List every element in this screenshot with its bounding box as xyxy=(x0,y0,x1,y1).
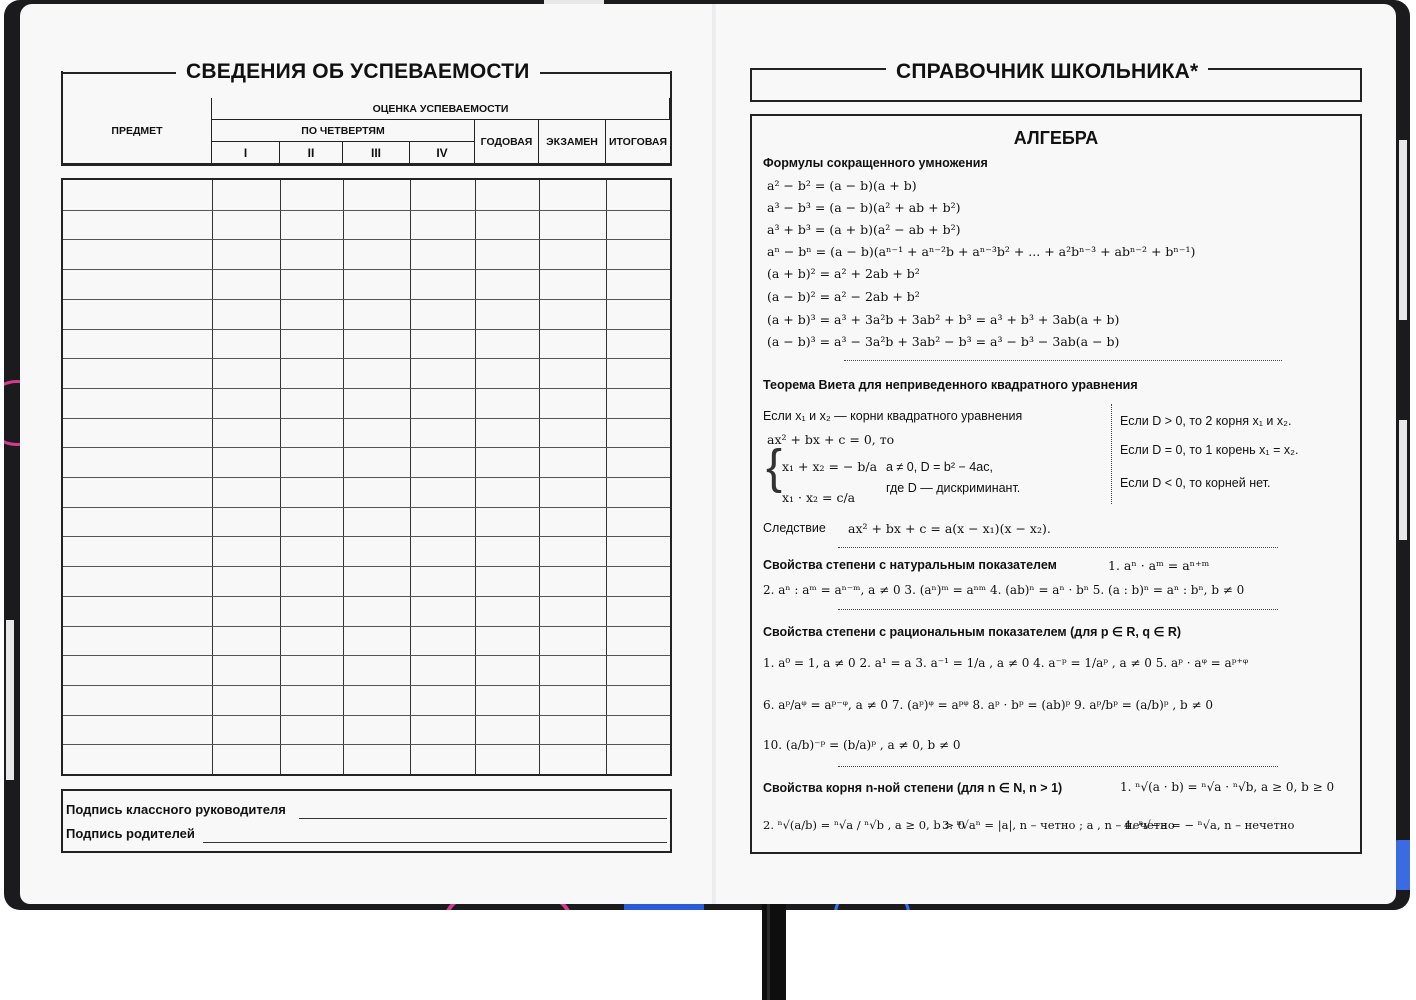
section-title: Свойства корня n-ной степени (для n ∈ N, n > 1) xyxy=(763,781,1063,795)
table-row xyxy=(63,685,670,686)
page-title: СПРАВОЧНИК ШКОЛЬНИКА* xyxy=(886,60,1208,84)
formula: (a + b)² = a² + 2ab + b² xyxy=(767,266,920,281)
table-row xyxy=(63,715,670,716)
divider xyxy=(838,609,1278,610)
vieta-equation: ax² + bx + c = 0, то xyxy=(767,432,895,447)
cover-pattern xyxy=(1399,140,1407,320)
table-row xyxy=(63,299,670,300)
final-header: ИТОГОВАЯ xyxy=(606,120,670,164)
teacher-signature-line[interactable] xyxy=(299,818,667,819)
table-row xyxy=(63,239,670,240)
rational-properties: 6. aᵖ/aᵠ = aᵖ⁻ᵠ, a ≠ 0 7. (aᵖ)ᵠ = aᵖᵠ 8. aᵖ · bᵖ = (ab)ᵖ 9. aᵖ/bᵖ = (a/b)ᵖ , b ≠ 0 xyxy=(763,698,1214,712)
cover-pattern xyxy=(1399,420,1407,540)
formula: a³ − b³ = (a − b)(a² + ab + b²) xyxy=(767,200,961,215)
formula: a³ + b³ = (a + b)(a² − ab + b²) xyxy=(767,222,961,237)
table-row xyxy=(63,536,670,537)
table-row xyxy=(63,210,670,211)
vieta-text: Если x₁ и x₂ — корни квадратного уравнения xyxy=(763,409,1023,423)
grades-header-table xyxy=(61,71,672,166)
cover-pattern xyxy=(6,620,14,780)
teacher-signature-label: Подпись классного руководителя xyxy=(66,802,286,817)
vieta-condition: a ≠ 0, D = b² − 4ac, xyxy=(886,460,993,474)
quarters-header: ПО ЧЕТВЕРТЯМ xyxy=(212,120,475,142)
table-row xyxy=(63,418,670,419)
table-row xyxy=(63,626,670,627)
table-row xyxy=(63,329,670,330)
table-row xyxy=(63,655,670,656)
corollary-formula: ax² + bx + c = a(x − x₁)(x − x₂). xyxy=(848,521,1051,536)
subject-title: АЛГЕБРА xyxy=(1013,128,1099,148)
cover-pattern xyxy=(1394,840,1410,890)
table-row xyxy=(63,447,670,448)
root-property: 1. ⁿ√(a · b) = ⁿ√a · ⁿ√b, a ≥ 0, b ≥ 0 xyxy=(1120,780,1335,794)
annual-header: ГОДОВАЯ xyxy=(475,120,539,164)
reference-frame xyxy=(750,114,1362,854)
power-property: 1. aⁿ · aᵐ = aⁿ⁺ᵐ xyxy=(1108,558,1210,573)
table-row xyxy=(63,477,670,478)
section-title: Формулы сокращенного умножения xyxy=(763,156,988,170)
formula: aⁿ − bⁿ = (a − b)(aⁿ⁻¹ + aⁿ⁻²b + aⁿ⁻³b² + ... + a²bⁿ⁻³ + abⁿ⁻² + bⁿ⁻¹) xyxy=(767,244,1196,259)
table-row xyxy=(63,566,670,567)
grades-table xyxy=(61,178,672,776)
vieta-condition: где D — дискриминант. xyxy=(886,481,1021,495)
grade-header: ОЦЕНКА УСПЕВАЕМОСТИ xyxy=(212,98,670,120)
left-page xyxy=(20,4,716,904)
page-title: СВЕДЕНИЯ ОБ УСПЕВАЕМОСТИ xyxy=(176,60,540,84)
section-title: Теорема Виета для неприведенного квадратного уравнения xyxy=(763,378,1138,392)
table-row xyxy=(63,596,670,597)
vieta-sum: x₁ + x₂ = − b/a xyxy=(782,459,878,474)
right-page xyxy=(716,4,1396,904)
subject-header: ПРЕДМЕТ xyxy=(63,98,212,164)
divider xyxy=(838,547,1278,548)
quarter-4-header: IV xyxy=(410,142,475,164)
parents-signature-line[interactable] xyxy=(203,842,667,843)
section-title: Свойства степени с натуральным показателем xyxy=(763,558,1057,572)
formula: a² − b² = (a − b)(a + b) xyxy=(767,178,917,193)
section-title: Свойства степени с рациональным показателем (для p ∈ R, q ∈ R) xyxy=(763,625,1182,639)
rational-properties: 10. (a/b)⁻ᵖ = (b/a)ᵖ , a ≠ 0, b ≠ 0 xyxy=(763,738,961,752)
signature-box xyxy=(61,789,672,853)
root-property: 4. ⁿ√−a = − ⁿ√a, n – нечетно xyxy=(1124,818,1295,832)
divider xyxy=(1111,404,1112,504)
root-property: 3. ⁿ√aⁿ = |a|, n – четно ; a , n – нечетно xyxy=(942,818,1175,832)
formula: (a + b)³ = a³ + 3a²b + 3ab² + b³ = a³ + b³ + 3ab(a + b) xyxy=(767,312,1120,327)
divider xyxy=(838,766,1278,767)
table-row xyxy=(63,507,670,508)
formula: (a − b)³ = a³ − 3a²b + 3ab² − b³ = a³ − b³ − 3ab(a − b) xyxy=(767,334,1120,349)
root-property: 2. ⁿ√(a/b) = ⁿ√a / ⁿ√b , a ≥ 0, b > 0 xyxy=(763,818,965,832)
formula: (a − b)² = a² − 2ab + b² xyxy=(767,289,920,304)
table-row xyxy=(63,744,670,745)
vieta-product: x₁ · x₂ = c/a xyxy=(782,490,856,505)
table-row xyxy=(63,388,670,389)
quarter-1-header: I xyxy=(212,142,280,164)
parents-signature-label: Подпись родителей xyxy=(66,826,195,841)
exam-header: ЭКЗАМЕН xyxy=(539,120,606,164)
rational-properties: 1. a⁰ = 1, a ≠ 0 2. a¹ = a 3. a⁻¹ = 1/a , a ≠ 0 4. a⁻ᵖ = 1/aᵖ , a ≠ 0 5. aᵖ · aᵠ = aᵖ⁺ᵠ xyxy=(763,656,1249,670)
ribbon-bookmark xyxy=(762,900,786,1000)
system-brace: { xyxy=(766,441,783,494)
discriminant-case: Если D = 0, то 1 корень x₁ = x₂. xyxy=(1120,443,1299,457)
divider xyxy=(844,360,1282,361)
table-row xyxy=(63,269,670,270)
discriminant-case: Если D > 0, то 2 корня x₁ и x₂. xyxy=(1120,414,1292,428)
quarter-2-header: II xyxy=(280,142,343,164)
corollary-label: Следствие xyxy=(763,521,826,535)
quarter-3-header: III xyxy=(343,142,410,164)
discriminant-case: Если D < 0, то корней нет. xyxy=(1120,476,1271,490)
power-properties: 2. aⁿ : aᵐ = aⁿ⁻ᵐ, a ≠ 0 3. (aⁿ)ᵐ = aⁿᵐ 4. (ab)ⁿ = aⁿ · bⁿ 5. (a : b)ⁿ = aⁿ : bⁿ, b ≠ 0 xyxy=(763,583,1245,597)
table-row xyxy=(63,358,670,359)
